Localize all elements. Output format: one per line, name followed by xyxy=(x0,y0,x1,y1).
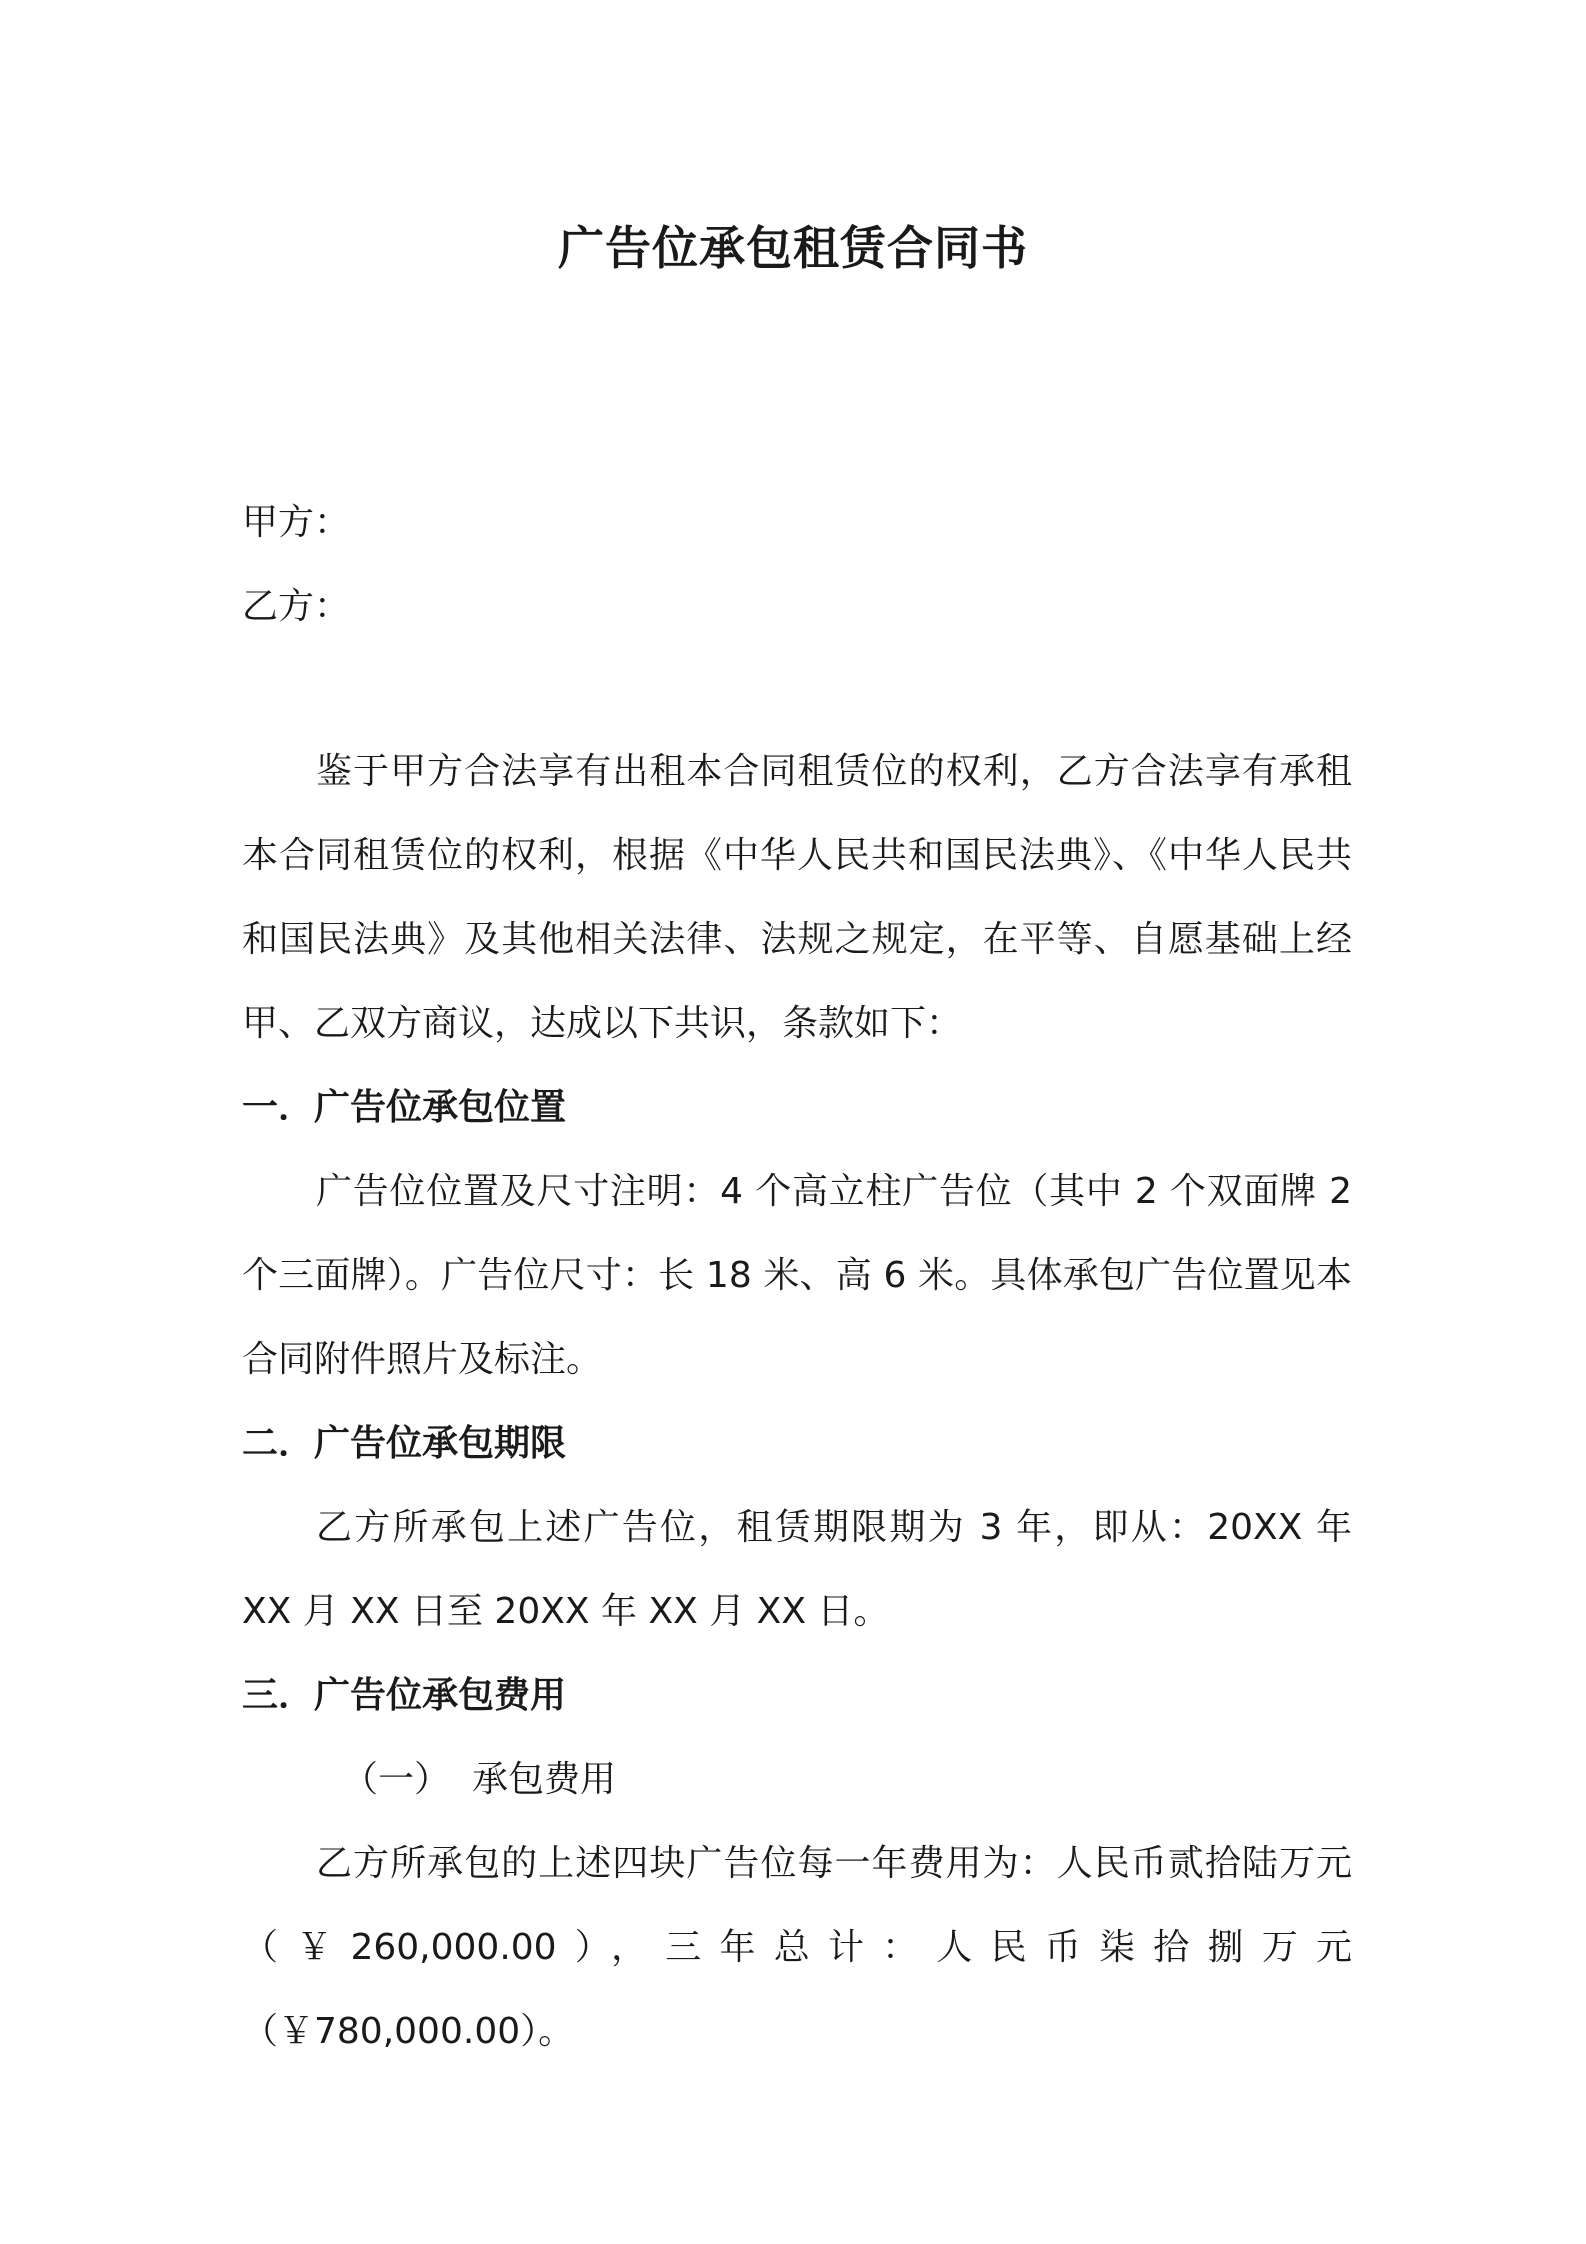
subsection-heading-fee xyxy=(242,1738,1352,1822)
section-heading-term: 二．广告位承包期限 xyxy=(242,1423,567,1464)
section-body-term: 乙方所承包上述广告位，租赁期限期为 3 年，即从：20XX 年 XX 月 XX 日至 20XX 年 XX 月 XX 日。 xyxy=(242,1507,1352,1632)
subsection-number: （一） xyxy=(342,1759,451,1800)
party-a-label: 甲方： xyxy=(242,502,351,543)
document-body xyxy=(242,730,1352,2074)
party-b-label: 乙方： xyxy=(242,586,351,627)
section-heading-location: 一．广告位承包位置 xyxy=(242,1087,567,1128)
section-body-fee: 乙方所承包的上述四块广告位每一年费用为：人民币贰拾陆万元（￥260,000.00），三年总计：人民币柒拾捌万元（￥780,000.00）。 xyxy=(242,1843,1352,2052)
document-title: 广告位承包租赁合同书 xyxy=(558,221,1028,275)
section-heading-fee: 三．广告位承包费用 xyxy=(242,1675,567,1716)
subsection-title: 承包费用 xyxy=(472,1759,617,1800)
intro-paragraph: 鉴于甲方合法享有出租本合同租赁位的权利，乙方合法享有承租本合同租赁位的权利，根据《中华人民共和国民法典》、《中华人民共和国民法典》及其他相关法律、法规之规定，在平等、自愿基础上经甲、乙双方商议，达成以下共识，条款如下： xyxy=(242,751,1352,1044)
section-body-location: 广告位位置及尺寸注明：4 个高立柱广告位（其中 2 个双面牌 2 个三面牌）。广告位尺寸：长 18 米、高 6 米。具体承包广告位置见本合同附件照片及标注。 xyxy=(242,1171,1352,1380)
